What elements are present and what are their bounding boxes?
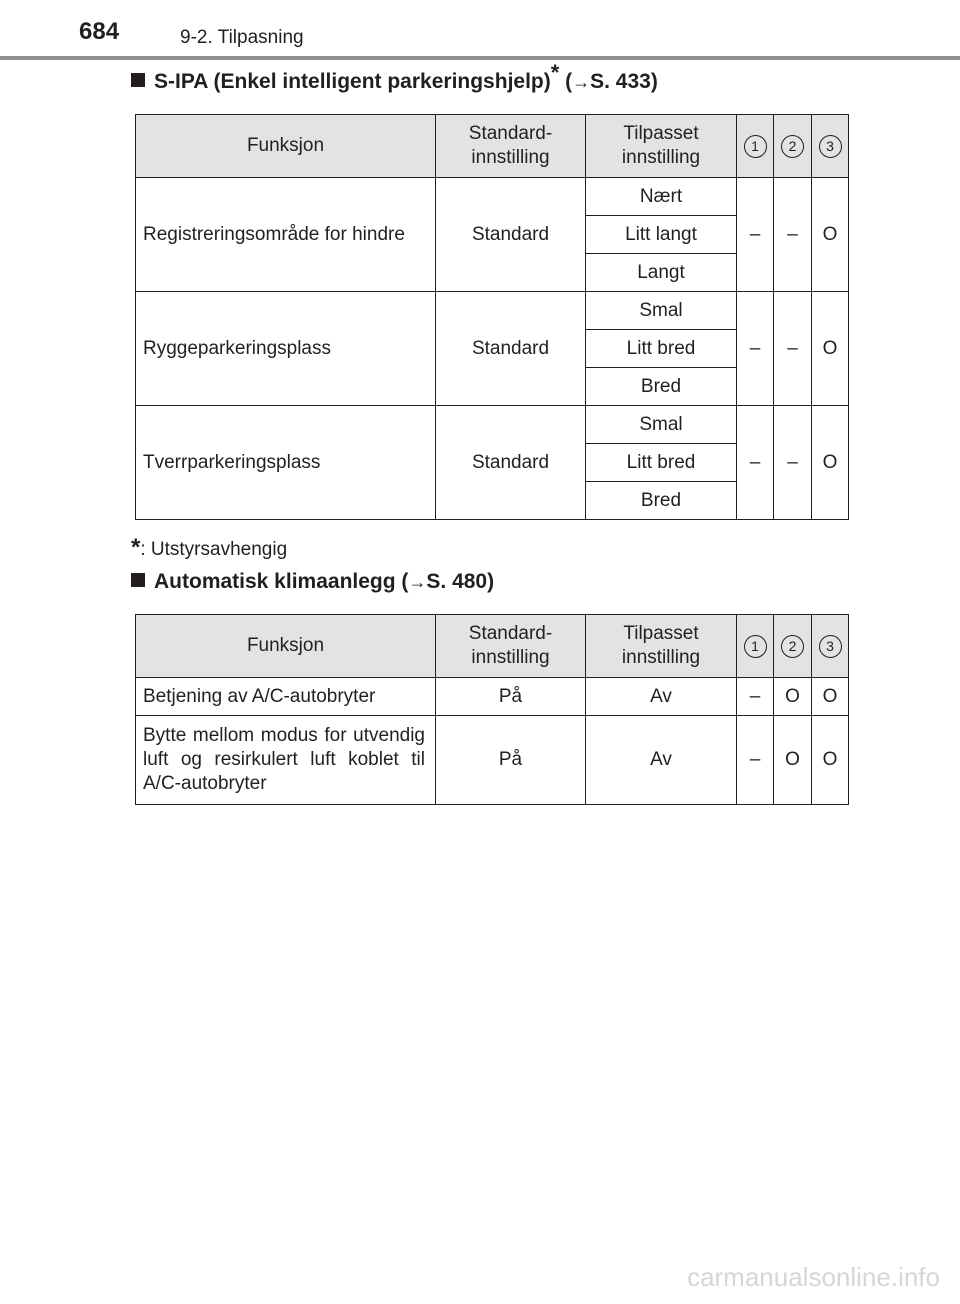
circled-2-icon: 2 (781, 635, 804, 658)
table-row (136, 678, 849, 716)
mark-cell: O (812, 178, 849, 292)
option-cell: Langt (586, 254, 737, 292)
custom-cell: Av (586, 678, 737, 716)
col-default: Standard- innstilling (436, 615, 586, 678)
section-title-climate: Automatisk klimaanlegg (→S. 480) (131, 570, 494, 594)
default-cell: På (436, 678, 586, 716)
option-cell: Litt langt (586, 216, 737, 254)
col-function: Funksjon (136, 615, 436, 678)
option-cell: Bred (586, 368, 737, 406)
footnote-asterisk: * (131, 534, 141, 561)
table-header-row (136, 615, 849, 678)
default-cell: Standard (436, 292, 586, 406)
mark-cell: – (737, 178, 774, 292)
section-title-sipa: S-IPA (Enkel intelligent parkeringshjelp)* (→S. 433) (131, 70, 658, 94)
circled-1-icon: 1 (744, 635, 767, 658)
mark-cell: O (812, 292, 849, 406)
function-cell: Bytte mellom modus for utvendig luft og resirkulert luft koblet til A/C-autobryter (136, 716, 436, 805)
table-row (136, 178, 849, 216)
mark-cell: O (812, 678, 849, 716)
mark-cell: – (774, 178, 812, 292)
mark-cell: O (812, 406, 849, 520)
option-cell: Smal (586, 292, 737, 330)
col-function: Funksjon (136, 115, 436, 178)
function-cell: Ryggeparkeringsplass (136, 292, 436, 406)
col-custom: Tilpasset innstilling (586, 115, 737, 178)
arrow-right-icon: → (572, 72, 591, 92)
mark-cell: – (737, 292, 774, 406)
custom-cell: Av (586, 716, 737, 805)
function-cell: Betjening av A/C-autobryter (136, 678, 436, 716)
circled-3-icon: 3 (819, 135, 842, 158)
option-cell: Litt bred (586, 330, 737, 368)
option-cell: Smal (586, 406, 737, 444)
option-cell: Bred (586, 482, 737, 520)
default-cell: Standard (436, 406, 586, 520)
sipa-table (135, 114, 849, 520)
mark-cell: – (737, 406, 774, 520)
chapter-title: 9-2. Tilpasning (180, 27, 304, 48)
mark-cell: O (774, 716, 812, 805)
header-rule (0, 56, 960, 60)
col-default: Standard- innstilling (436, 115, 586, 178)
mark-cell: O (812, 716, 849, 805)
circled-3-icon: 3 (819, 635, 842, 658)
mark-cell: – (737, 678, 774, 716)
watermark: carmanualsonline.info (687, 1262, 940, 1292)
page-header (0, 0, 960, 62)
option-cell: Litt bred (586, 444, 737, 482)
table-header-row (136, 115, 849, 178)
arrow-right-icon: → (408, 572, 427, 592)
page-reference[interactable]: S. 480) (426, 570, 495, 593)
table-row (136, 292, 849, 330)
function-cell: Tverrparkeringsplass (136, 406, 436, 520)
default-cell: Standard (436, 178, 586, 292)
function-cell: Registreringsområde for hindre (136, 178, 436, 292)
table-row (136, 716, 849, 805)
mark-cell: – (737, 716, 774, 805)
page-number: 684 (79, 18, 120, 45)
col-custom: Tilpasset innstilling (586, 615, 737, 678)
option-cell: Nært (586, 178, 737, 216)
circled-1-icon: 1 (744, 135, 767, 158)
climate-table (135, 614, 849, 805)
page-reference[interactable]: S. 433) (590, 70, 658, 93)
square-bullet-icon (131, 73, 145, 87)
default-cell: På (436, 716, 586, 805)
square-bullet-icon (131, 573, 145, 587)
asterisk: * (550, 60, 560, 85)
table-row (136, 406, 849, 444)
mark-cell: – (774, 406, 812, 520)
circled-2-icon: 2 (781, 135, 804, 158)
footnote: *: Utstyrsavhengig (131, 534, 288, 561)
mark-cell: – (774, 292, 812, 406)
mark-cell: O (774, 678, 812, 716)
